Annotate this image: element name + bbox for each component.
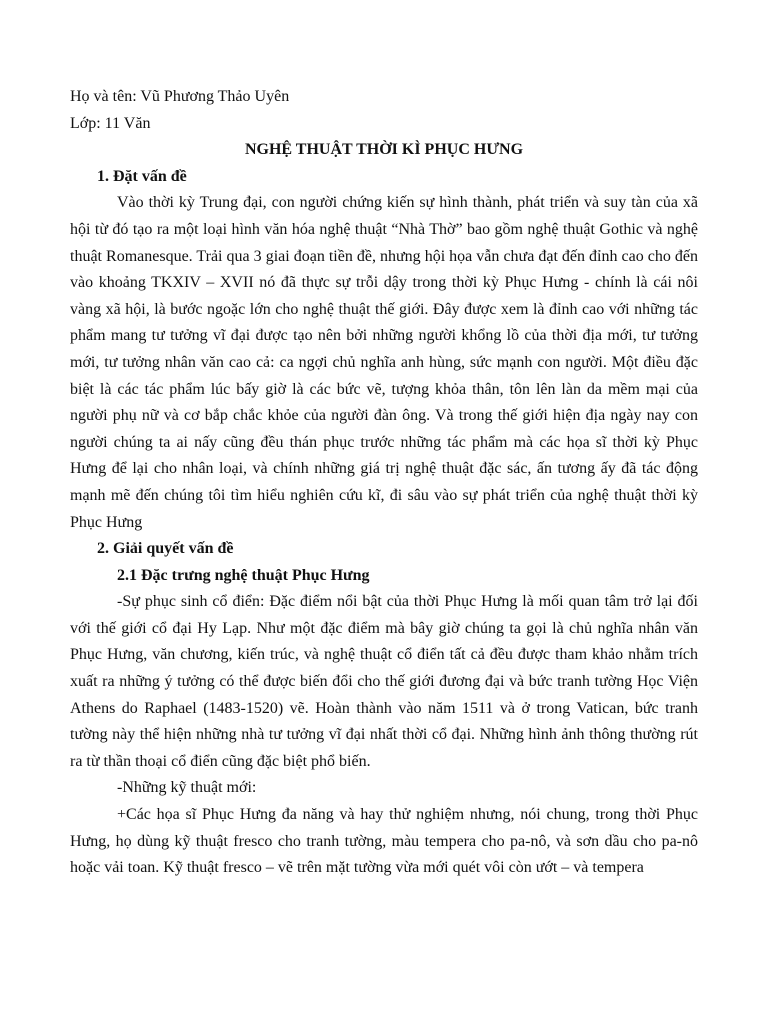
student-class-line: Lớp: 11 Văn — [70, 114, 151, 132]
subsection-2-1-paragraph-2: -Những kỹ thuật mới: — [117, 779, 257, 797]
section-1-heading: 1. Đặt vấn đề — [97, 167, 187, 185]
subsection-2-1-paragraph-1: -Sự phục sinh cổ điển: Đặc điểm nổi bật của thời Phục Hưng là mối quan tâm trở lại đối với thế giới cổ đại Hy Lạp. Như một đặc điểm mà bây giờ chúng ta gọi là chủ nghĩa nhân văn Phục Hưng, văn chương, kiến trúc, và nghệ thuật cổ điển tất cả đều được tham khảo nhằm trích xuất ra những ý tưởng có thể được biến đổi cho thế giới đương đại và bức tranh tường Học Viện Athens do Raphael (1483-1520) vẽ. Hoàn thành vào năm 1511 và ở trong Vatican, bức tranh tường này thể hiện những nhà tư tưởng vĩ đại nhất thời cổ đại. Những hình ảnh thông thường rút ra từ thần thoại cổ điển cũng đặc biệt phổ biến. — [70, 593, 698, 770]
section-1-paragraph: Vào thời kỳ Trung đại, con người chứng kiến sự hình thành, phát triển và suy tàn của xã hội từ đó tạo ra một loại hình văn hóa nghệ thuật “Nhà Thờ” bao gồm nghệ thuật Gothic và nghệ thuật Romanesque. Trải qua 3 giai đoạn tiền đề, nhưng hội họa vẫn chưa đạt đến đỉnh cao cho đến vào khoảng TKXIV – XVII nó đã thực sự trỗi dậy trong thời kỳ Phục Hưng - chính là cái nôi vàng xã hội, là bước ngoặc lớn cho nghệ thuật thế giới. Đây được xem là đỉnh cao với những tác phẩm mang tư tưởng vĩ đại được tạo nên bởi những người khổng lồ của thời địa mới, tư tưởng mới, tư tưởng nhân văn cao cả: ca ngợi chủ nghĩa anh hùng, sức mạnh con người. Một điều đặc biệt là các tác phẩm lúc bấy giờ là các bức vẽ, tượng khỏa thân, tôn lên làn da mềm mại của người phụ nữ và cơ bắp chắc khỏe của người đàn ông. Và trong thế giới hiện địa ngày nay con người chúng ta ai nấy cũng đều thán phục trước những tác phẩm mà các họa sĩ thời kỳ Phục Hưng để lại cho nhân loại, và chính những giá trị nghệ thuật đặc sác, ấn tương ấy đã tác động mạnh mẽ đến chúng tôi tìm hiểu nghiên cứu kĩ, đi sâu vào sự phát triển của nghệ thuật thời kỳ Phục Hưng — [70, 194, 698, 531]
subsection-2-1-paragraph-3: +Các họa sĩ Phục Hưng đa năng và hay thử nghiệm nhưng, nói chung, trong thời Phục Hưng, họ dùng kỹ thuật fresco cho tranh tường, màu tempera cho pa-nô, và sơn dầu cho pa-nô hoặc vải toan. Kỹ thuật fresco – vẽ trên mặt tường vừa mới quét vôi còn ướt – và tempera — [70, 806, 698, 877]
student-name-line: Họ và tên: Vũ Phương Thảo Uyên — [70, 88, 290, 105]
section-2-heading: 2. Giải quyết vấn đề — [97, 540, 234, 558]
document-title: NGHỆ THUẬT THỜI KÌ PHỤC HƯNG — [244, 141, 524, 159]
document-page — [70, 84, 698, 882]
subsection-2-1-heading: 2.1 Đặc trưng nghệ thuật Phục Hưng — [117, 566, 370, 584]
